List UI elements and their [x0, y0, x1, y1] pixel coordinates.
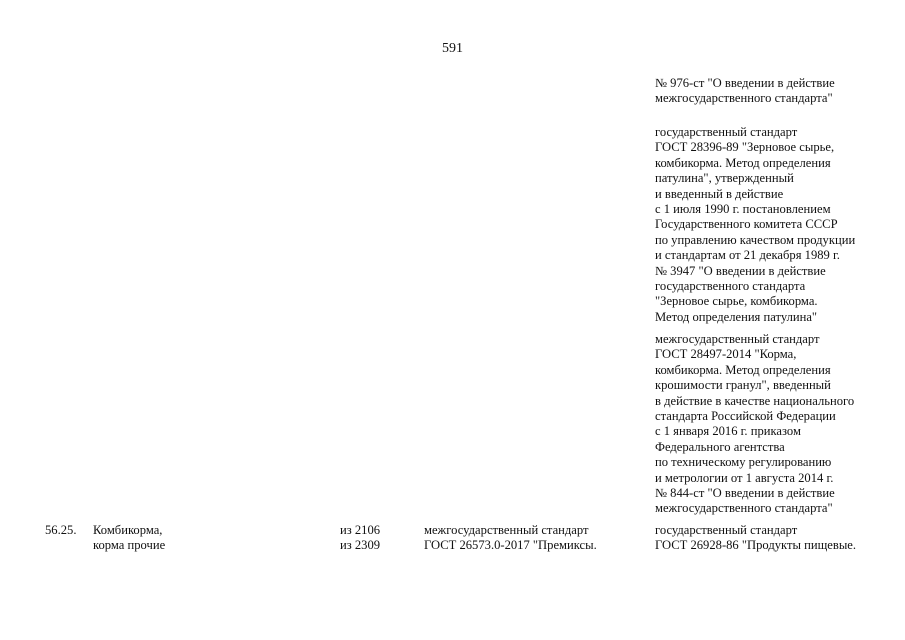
text-line: ГОСТ 26573.0-2017 "Премиксы.: [424, 538, 597, 553]
text-line: ГОСТ 28497-2014 "Корма,: [655, 347, 797, 362]
text-line: государственный стандарт: [655, 523, 798, 537]
text-line: и введенный в действие: [655, 186, 784, 201]
text-line: межгосударственного стандарта": [655, 501, 833, 516]
text-line: с 1 января 2016 г. приказом: [655, 424, 801, 439]
standard-text-block: [655, 332, 854, 517]
text-line: межгосударственный стандарт: [655, 332, 820, 346]
text-line: Комбикорма,: [93, 523, 163, 537]
text-line: комбикорма. Метод определения: [655, 155, 831, 170]
code-cell: [340, 523, 380, 554]
text-line: в действие в качестве национального: [655, 393, 855, 408]
text-line: и стандартам от 21 декабря 1989 г.: [655, 248, 840, 263]
text-line: межгосударственного стандарта": [655, 91, 833, 106]
text-line: Государственного комитета СССР: [655, 217, 838, 232]
text-line: № 976-ст "О введении в действие: [655, 76, 835, 90]
alt-standard-cell: [655, 523, 856, 554]
text-line: ГОСТ 26928-86 "Продукты пищевые.: [655, 538, 857, 553]
row-number: 56.25.: [45, 523, 77, 537]
page-number: 591: [442, 41, 463, 56]
standard-cell: [424, 523, 597, 554]
product-name-cell: [93, 523, 165, 554]
text-line: государственного стандарта: [655, 279, 806, 294]
text-line: по техническому регулированию: [655, 455, 832, 470]
text-line: № 3947 "О введении в действие: [655, 263, 826, 278]
text-line: "Зерновое сырье, комбикорма.: [655, 294, 818, 309]
text-line: комбикорма. Метод определения: [655, 362, 831, 377]
text-line: по управлению качеством продукции: [655, 232, 856, 247]
standard-text-block: [655, 76, 835, 107]
text-line: государственный стандарт: [655, 125, 798, 139]
text-line: патулина", утвержденный: [655, 171, 794, 186]
text-line: и метрологии от 1 августа 2014 г.: [655, 470, 834, 485]
text-line: Федерального агентства: [655, 439, 785, 454]
text-line: корма прочие: [93, 538, 166, 553]
text-line: ГОСТ 28396-89 "Зерновое сырье,: [655, 140, 835, 155]
text-line: из 2309: [340, 538, 381, 553]
text-line: с 1 июля 1990 г. постановлением: [655, 202, 831, 217]
text-line: Метод определения патулина": [655, 309, 818, 324]
text-line: из 2106: [340, 523, 381, 537]
standard-text-block: [655, 125, 855, 325]
text-line: стандарта Российской Федерации: [655, 409, 836, 424]
text-line: № 844-ст "О введении в действие: [655, 486, 835, 501]
text-line: крошимости гранул", введенный: [655, 378, 831, 393]
text-line: межгосударственный стандарт: [424, 523, 589, 537]
